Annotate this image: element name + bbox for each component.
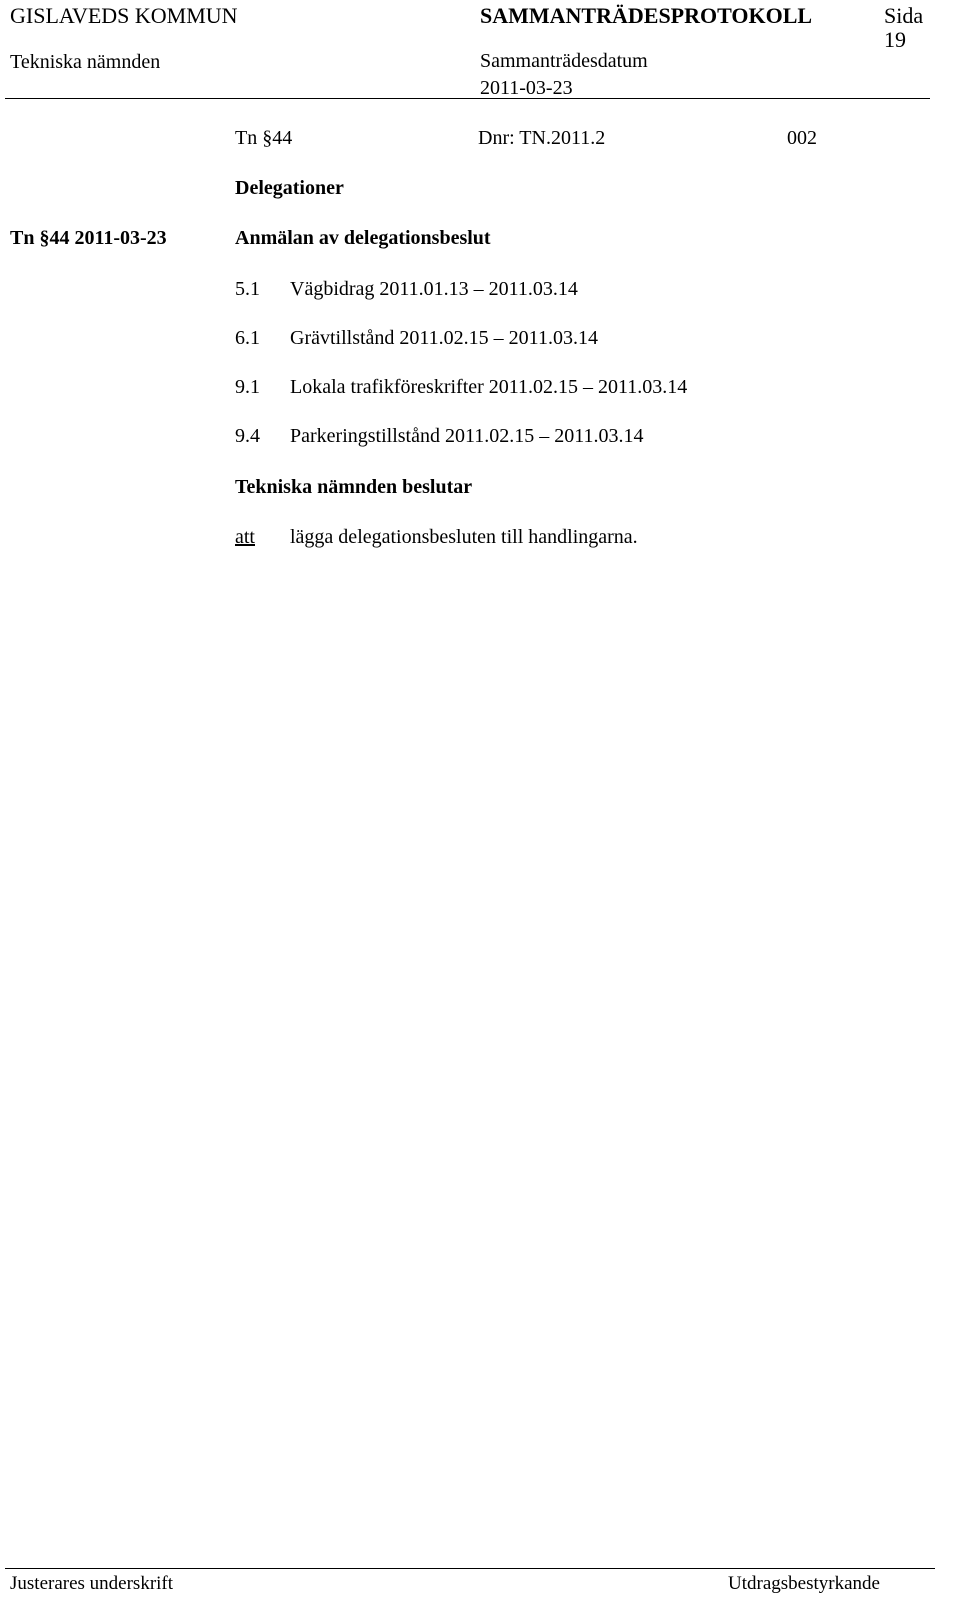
item-text: Lokala trafikföreskrifter 2011.02.15 – 2011.03.14 <box>290 376 688 398</box>
header-divider <box>5 98 930 99</box>
item-number: 9.1 <box>235 376 260 398</box>
paragraph-reference: Tn §44 2011-03-23 <box>10 227 167 249</box>
page-label: Sida <box>884 3 924 28</box>
item-number: 9.4 <box>235 425 260 447</box>
decision-text: lägga delegationsbesluten till handlingarna. <box>290 526 638 548</box>
item-text: Vägbidrag 2011.01.13 – 2011.03.14 <box>290 278 578 300</box>
decision-att: att <box>235 526 255 548</box>
footer-divider <box>5 1568 935 1569</box>
committee-name: Tekniska nämnden <box>10 51 161 73</box>
page-number: 19 <box>884 27 906 52</box>
case-subtitle: Anmälan av delegationsbeslut <box>235 227 491 249</box>
municipality-name: GISLAVEDS KOMMUN <box>10 3 238 28</box>
footer-signature-label: Justerares underskrift <box>10 1573 174 1594</box>
meeting-date-label: Sammanträdesdatum <box>480 50 648 72</box>
footer-certification-label: Utdragsbestyrkande <box>728 1573 880 1594</box>
decision-heading: Tekniska nämnden beslutar <box>235 476 473 498</box>
item-number: 6.1 <box>235 327 260 349</box>
meeting-date: 2011-03-23 <box>480 77 573 99</box>
item-number: 5.1 <box>235 278 260 300</box>
diary-number: Dnr: TN.2011.2 <box>478 127 606 149</box>
section-number: Tn §44 <box>235 127 293 149</box>
archive-code: 002 <box>787 127 817 149</box>
case-title: Delegationer <box>235 177 344 199</box>
item-text: Parkeringstillstånd 2011.02.15 – 2011.03.14 <box>290 425 644 447</box>
item-text: Grävtillstånd 2011.02.15 – 2011.03.14 <box>290 327 598 349</box>
document-type: SAMMANTRÄDESPROTOKOLL <box>480 3 813 28</box>
